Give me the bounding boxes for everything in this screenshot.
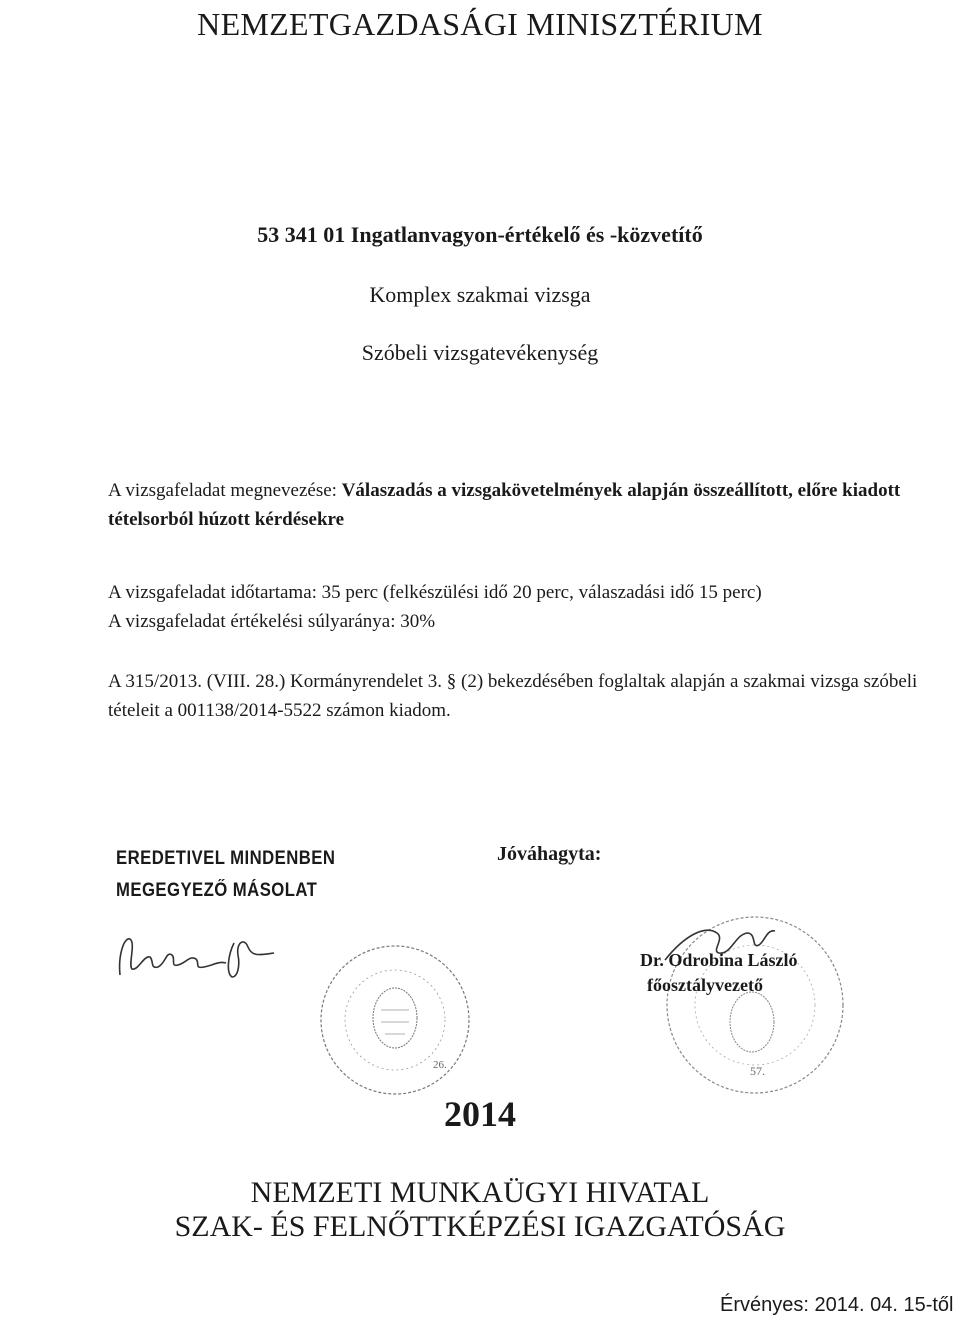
validity-date: Érvényes: 2014. 04. 15-től bbox=[720, 1294, 954, 1316]
signer-name: Dr. Odrobina László bbox=[640, 950, 798, 970]
task-details bbox=[108, 578, 953, 636]
certification-stamp-line2: MEGEGYEZŐ MÁSOLAT bbox=[116, 880, 318, 901]
task-name-value: Válaszadás a vizsgakövetelmények alapján összeállított, előre kiadott tételsorból húzott kérdésekre bbox=[108, 480, 901, 530]
seal-left-number: 26. bbox=[433, 1059, 447, 1071]
exam-title: 53 341 01 Ingatlanvagyon-értékelő és -közvetítő bbox=[257, 222, 703, 247]
document-year: 2014 bbox=[444, 1094, 516, 1134]
seal-right-number: 57. bbox=[750, 1064, 765, 1078]
signer-title: főosztályvezető bbox=[647, 975, 763, 995]
official-seal-left-icon bbox=[315, 940, 475, 1100]
task-weight: A vizsgafeladat értékelési súlyaránya: 30% bbox=[108, 611, 436, 632]
exam-activity: Szóbeli vizsgatevékenység bbox=[361, 340, 599, 365]
signature-left-icon bbox=[110, 925, 300, 985]
decree-paragraph: A 315/2013. (VIII. 28.) Kormányrendelet 3. § (2) bekezdésében foglaltak alapján a szakmai vizsga szóbeli tételeit a 001138/2014-5522 számon kiadom. bbox=[108, 671, 918, 721]
task-name-label: A vizsgafeladat megnevezése: bbox=[108, 480, 337, 501]
office-name-line2: SZAK- ÉS FELNŐTTKÉPZÉSI IGAZGATÓSÁG bbox=[174, 1210, 786, 1243]
ministry-heading: NEMZETGAZDASÁGI MINISZTÉRIUM bbox=[197, 6, 763, 42]
certification-stamp-line1: EREDETIVEL MINDENBEN bbox=[116, 848, 336, 869]
task-duration: A vizsgafeladat időtartama: 35 perc (felkészülési idő 20 perc, válaszadási idő 15 perc) bbox=[108, 582, 762, 603]
exam-type: Komplex szakmai vizsga bbox=[369, 282, 591, 307]
task-name-paragraph bbox=[108, 476, 953, 534]
office-name-line1: NEMZETI MUNKAÜGYI HIVATAL bbox=[250, 1176, 710, 1209]
approval-label: Jóváhagyta: bbox=[497, 843, 602, 865]
